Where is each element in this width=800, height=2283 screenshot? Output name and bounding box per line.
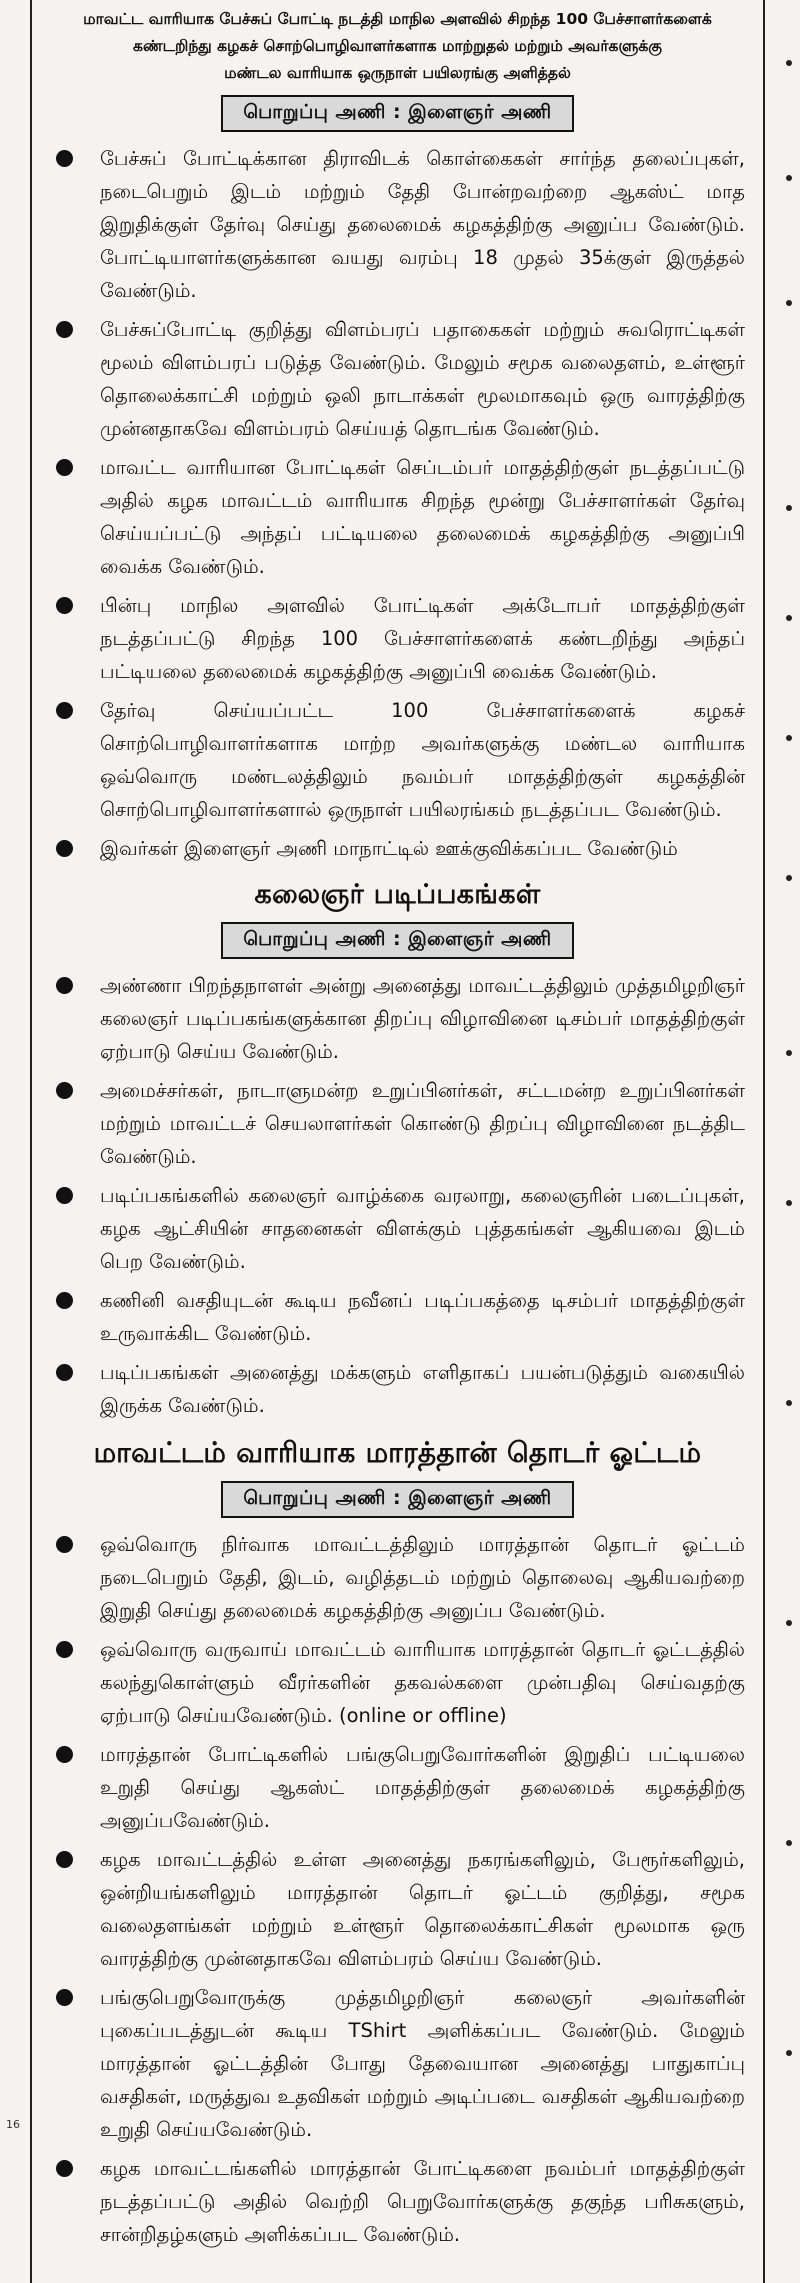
section3-badge-wrap: [50, 1481, 745, 1518]
list-item: [50, 832, 745, 865]
bullet-icon: [56, 2160, 73, 2177]
intro-heading: [50, 6, 745, 87]
bullet-icon: [56, 1746, 73, 1763]
list-item: [50, 1981, 745, 2146]
page-number: 16: [6, 2118, 20, 2131]
section1-list: [50, 142, 745, 865]
list-item: [50, 142, 745, 307]
bullet-icon: [786, 505, 792, 511]
bullet-icon: [56, 1641, 73, 1658]
intro-line: கண்டறிந்து கழகச் சொற்பொழிவாளர்களாக மாற்றுதல் மற்றும் அவர்களுக்கு: [133, 37, 662, 55]
list-item: [50, 1528, 745, 1627]
adjacent-column-edge: [772, 0, 800, 2283]
bullet-icon: [786, 1840, 792, 1846]
bullet-icon: [56, 1187, 73, 1204]
list-item-text: கணினி வசதியுடன் கூடிய நவீனப் படிப்பகத்தை டிசம்பர் மாதத்திற்குள் உருவாக்கிட வேண்டும்.: [100, 1289, 745, 1345]
bullet-icon: [56, 1536, 73, 1553]
list-item-text: மாவட்ட வாரியான போட்டிகள் செப்டம்பர் மாதத்திற்குள் நடத்தப்பட்டு அதில் கழக மாவட்டம் வாரியாக சிறந்த மூன்று பேச்சாளர்கள் தேர்வு செய்யப்பட்டு அந்தப் பட்டியலை தலைமைக் கழகத்திற்கு அனுப்பி வைக்க வேண்டும்.: [100, 456, 745, 578]
list-item: [50, 589, 745, 688]
bullet-icon: [786, 2050, 792, 2056]
bullet-icon: [786, 1200, 792, 1206]
list-item-text: இவர்கள் இளைஞர் அணி மாநாட்டில் ஊக்குவிக்கப்பட வேண்டும்: [100, 837, 678, 860]
list-item-text: பங்குபெறுவோருக்கு முத்தமிழறிஞர் கலைஞர் அவர்களின் புகைப்படத்துடன் கூடிய TShirt அளிக்கப்பட வேண்டும். மேலும் மாரத்தான் ஓட்டத்தின் போது தேவையான அனைத்து பாதுகாப்பு வசதிகள், மருத்துவ உதவிகள் மற்றும் அடிப்படை வசதிகள் ஆகியவற்றை உறுதி செய்யவேண்டும்.: [100, 1986, 745, 2141]
bullet-icon: [786, 875, 792, 881]
list-item-text: அண்ணா பிறந்தநாளள் அன்று அனைத்து மாவட்டத்திலும் முத்தமிழறிஞர் கலைஞர் படிப்பகங்களுக்கான திறப்பு விழாவினை டிசம்பர் மாதத்திற்குள் ஏற்பாடு செய்ய வேண்டும்.: [100, 974, 745, 1063]
responsible-wing-badge: பொறுப்பு அணி : இளைஞர் அணி: [221, 95, 573, 132]
list-item-text: பேச்சுப் போட்டிக்கான திராவிடக் கொள்கைகள் சார்ந்த தலைப்புகள், நடைபெறும் இடம் மற்றும் தேதி போன்றவற்றை ஆகஸ்ட் மாத இறுதிக்குள் தேர்வு செய்து தலைமைக் கழகத்திற்கு அனுப்ப வேண்டும். போட்டியாளர்களுக்கான வயது வரம்பு 18 முதல் 35க்குள் இருத்தல் வேண்டும்.: [100, 147, 745, 302]
bullet-icon: [56, 977, 73, 994]
bullet-icon: [786, 735, 792, 741]
bullet-icon: [56, 840, 73, 857]
list-item-text: பின்பு மாநில அளவில் போட்டிகள் அக்டோபர் மாதத்திற்குள் நடத்தப்பட்டு சிறந்த 100 பேச்சாளர்களைக் கண்டறிந்து அந்தப் பட்டியலை தலைமைக் கழகத்திற்கு அனுப்பி வைக்க வேண்டும்.: [100, 594, 745, 683]
list-item: [50, 1284, 745, 1350]
bullet-icon: [56, 597, 73, 614]
list-item-text: ஒவ்வொரு நிர்வாக மாவட்டத்திலும் மாரத்தான் தொடர் ஓட்டம் நடைபெறும் தேதி, இடம், வழித்தடம் மற்றும் தொலைவு ஆகியவற்றை இறுதி செய்து தலைமைக் கழகத்திற்கு அனுப்ப வேண்டும்.: [100, 1533, 745, 1622]
bullet-icon: [786, 175, 792, 181]
list-item-text: தேர்வு செய்யப்பட்ட 100 பேச்சாளர்களைக் கழகச் சொற்பொழிவாளர்களாக மாற்ற அவர்களுக்கு மண்டல வாரியாக ஒவ்வொரு மண்டலத்திலும் நவம்பர் மாதத்திற்குள் கழகத்தின் சொற்பொழிவாளர்களால் ஒருநாள் பயிலரங்கம் நடத்தப்பட வேண்டும்.: [100, 699, 745, 821]
bullet-icon: [56, 1292, 73, 1309]
list-item: [50, 313, 745, 445]
bullet-icon: [786, 1400, 792, 1406]
intro-line: மாவட்ட வாரியாக பேச்சுப் போட்டி நடத்தி மாநில அளவில் சிறந்த 100 பேச்சாளர்களைக்: [83, 10, 712, 28]
list-item: [50, 2152, 745, 2251]
bullet-icon: [56, 1082, 73, 1099]
responsible-wing-badge: பொறுப்பு அணி : இளைஞர் அணி: [221, 922, 573, 959]
list-item-text: படிப்பகங்கள் அனைத்து மக்களும் எளிதாகப் பயன்படுத்தும் வகையில் இருக்க வேண்டும்.: [100, 1361, 745, 1417]
bullet-icon: [56, 459, 73, 476]
list-item-text: ஒவ்வொரு வருவாய் மாவட்டம் வாரியாக மாரத்தான் தொடர் ஓட்டத்தில் கலந்துகொள்ளும் வீரர்களின் தகவல்களை முன்பதிவு செய்வதற்கு ஏற்பாடு செய்யவேண்டும். (online or offline): [100, 1638, 745, 1727]
bullet-icon: [786, 615, 792, 621]
section3-list: [50, 1528, 745, 2251]
list-item-text: கழக மாவட்டத்தில் உள்ள அனைத்து நகரங்களிலும், பேரூர்களிலும், ஒன்றியங்களிலும் மாரத்தான் தொடர் ஓட்டம் குறித்து, சமூக வலைதளங்கள் மற்றும் உள்ளூர் தொலைக்காட்சிகள் மூலமாக ஒரு வாரத்திற்கு முன்னதாகவே விளம்பரம் செய்ய வேண்டும்.: [100, 1848, 745, 1970]
list-item: [50, 1179, 745, 1278]
list-item: [50, 969, 745, 1068]
intro-line: மண்டல வாரியாக ஒருநாள் பயிலரங்கு அளித்தல்: [224, 64, 571, 82]
list-item: [50, 1356, 745, 1422]
list-item-text: மாரத்தான் போட்டிகளில் பங்குபெறுவோர்களின் இறுதிப் பட்டியலை உறுதி செய்து ஆகஸ்ட் மாதத்திற்குள் தலைமைக் கழகத்திற்கு அனுப்பவேண்டும்.: [100, 1743, 745, 1832]
section-title: மாவட்டம் வாரியாக மாரத்தான் தொடர் ஓட்டம்: [93, 1436, 702, 1469]
list-item: [50, 1633, 745, 1732]
bullet-icon: [786, 1620, 792, 1626]
list-item: [50, 1074, 745, 1173]
list-item: [50, 694, 745, 826]
bullet-icon: [786, 1050, 792, 1056]
section2-list: [50, 969, 745, 1422]
section-title: கலைஞர் படிப்பகங்கள்: [254, 879, 541, 910]
list-item: [50, 1738, 745, 1837]
section2-badge-wrap: [50, 922, 745, 959]
document-page: [30, 0, 765, 2283]
bullet-icon: [56, 702, 73, 719]
bullet-icon: [786, 300, 792, 306]
list-item-text: படிப்பகங்களில் கலைஞர் வாழ்க்கை வரலாறு, கலைஞரின் படைப்புகள், கழக ஆட்சியின் சாதனைகள் விளக்கும் புத்தகங்கள் ஆகியவை இடம் பெற வேண்டும்.: [100, 1184, 745, 1273]
section1-badge-wrap: [50, 95, 745, 132]
list-item: [50, 1843, 745, 1975]
bullet-icon: [56, 321, 73, 338]
list-item-text: கழக மாவட்டங்களில் மாரத்தான் போட்டிகளை நவம்பர் மாதத்திற்குள் நடத்தப்பட்டு அதில் வெற்றி பெறுவோர்களுக்கு தகுந்த பரிசுகளும், சான்றிதழ்களும் அளிக்கப்பட வேண்டும்.: [100, 2157, 745, 2246]
list-item: [50, 451, 745, 583]
bullet-icon: [56, 1989, 73, 2006]
bullet-icon: [786, 60, 792, 66]
bullet-icon: [56, 150, 73, 167]
bullet-icon: [56, 1851, 73, 1868]
list-item-text: அமைச்சர்கள், நாடாளுமன்ற உறுப்பினர்கள், சட்டமன்ற உறுப்பினர்கள் மற்றும் மாவட்டச் செயலாளர்கள் கொண்டு திறப்பு விழாவினை நடத்திட வேண்டும்.: [100, 1079, 745, 1168]
responsible-wing-badge: பொறுப்பு அணி : இளைஞர் அணி: [221, 1481, 573, 1518]
list-item-text: பேச்சுப்போட்டி குறித்து விளம்பரப் பதாகைகள் மற்றும் சுவரொட்டிகள் மூலம் விளம்பரப் படுத்த வேண்டும். மேலும் சமூக வலைதளம், உள்ளூர் தொலைக்காட்சி மற்றும் ஒலி நாடாக்கள் மூலமாகவும் ஒரு வாரத்திற்கு முன்னதாகவே விளம்பரம் செய்யத் தொடங்க வேண்டும்.: [100, 318, 745, 440]
bullet-icon: [56, 1364, 73, 1381]
